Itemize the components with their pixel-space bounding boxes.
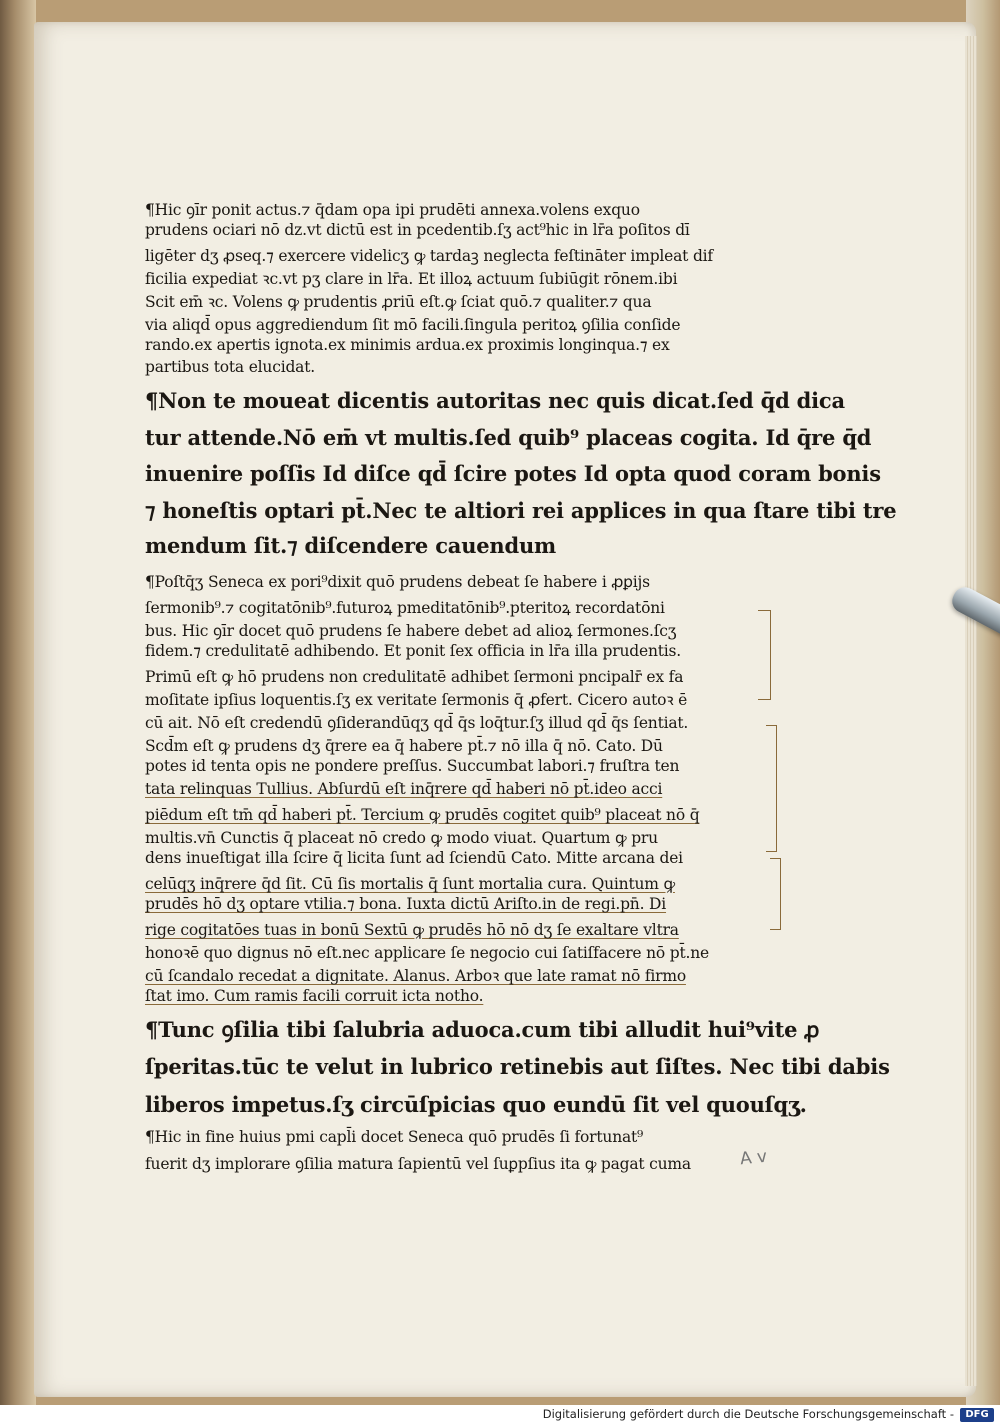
text-line: ¶Hic in fine huius pmi capl̄i docet Seneca quō prudēs ſi fortunat⁹ [145,1128,644,1146]
text-line: via aliqd̄ opus aggrediendum ſit mō facili.ſingula peritoꝝ ꝯſilia conſide [145,316,681,334]
book-spine-edge [0,0,36,1405]
text-line: fuerit dʒ implorare ꝯſilia matura ſapientū vel ſuꝑpſius ita ꝙ pagat cuma [145,1155,691,1173]
text-line: cū ait. Nō eſt credendū ꝯſiderandūqʒ qd̄ q̄s loq̄tur.ſʒ illud qd̄ q̄s ſentiat. [145,714,689,732]
text-line: potes id tenta opis ne pondere preſſus. Succumbat labori.⁊ fruſtra ten [145,757,680,775]
main-text-line: tur attende.Nō em̄ vt multis.ſed quib⁹ placeas cogita. Id q̄re q̄d [145,425,872,450]
text-line: ¶Poſtq̄ʒ Seneca ex pori⁹dixit quō prudens debeat ſe habere i ꝓꝑijs [145,573,650,591]
text-line: ¶Hic ꝯīr ponit actus.⁊ q̄dam opa ipi prudēti annexa.volens exquo [145,201,640,219]
text-line: multis.vn̄ Cunctis q̄ placeat nō credo ꝙ modo viuat. Quartum ꝙ pru [145,829,658,847]
text-line: ſermonib⁹.⁊ cogitatōnib⁹.futuroꝝ pmeditatōnib⁹.pteritoꝝ recordatōni [145,599,665,617]
text-line: piēdum eſt tm̄ qd̄ haberi pt̄. Tercium ꝙ prudēs cogitet quib⁹ placeat nō q̄ [145,806,700,824]
text-line: celūqʒ inq̄rere q̄d ſit. Cū ſis mortalis q̄ ſunt mortalia cura. Quintum ꝙ [145,875,675,893]
text-line: tata relinquas Tullius. Abſurdū eſt inq̄rere qd̄ haberi nō pt̄.ideo acci [145,780,663,798]
footer-credit: Digitalisierung gefördert durch die Deutsche Forschungsgemeinschaft - [542,1407,954,1421]
main-text-line: ¶Tunc ꝯſilia tibi ſalubria aduoca.cum tibi alludit hui⁹vite ꝓ [145,1017,820,1042]
text-line: dens inueſtigat illa ſcire q̄ licita ſunt ad ſciendū Cato. Mitte arcana dei [145,849,683,867]
text-line: Scit em̄ ꝛc. Volens ꝙ prudentis ꝓriū eſt.ꝙ ſciat quō.⁊ qualiter.⁊ qua [145,293,652,311]
margin-bracket-mark [766,725,777,852]
footer-bar [0,1405,1000,1425]
text-line: rige cogitatōes tuas in bonū Sextū ꝙ prudēs hō nō dʒ ſe exaltare vltra [145,921,679,939]
text-line: moſitate ipſius loquentis.ſʒ ex veritate ſermonis q̄ ꝓfert. Cicero autoꝛ ē [145,691,688,709]
text-line: prudēs hō dʒ optare vtilia.⁊ bona. Iuxta dictū Ariſto.in de regi.pn̄. Di [145,895,667,913]
text-line: fidem.⁊ credulitatē adhibendo. Et ponit ſex officia in lr̄a illa prudentis. [145,642,682,660]
text-line: honoꝛē quo dignus nō eſt.nec applicare ſe negocio cui ſatiſfacere nō pt̄.ne [145,944,709,962]
text-line: ficilia expediat ꝛc.vt pʒ clare in lr̄a. Et illoꝝ actuum ſubiūgit rōnem.ibi [145,270,678,288]
text-line: Scd̄m eſt ꝙ prudens dʒ q̄rere ea q̄ habere pt̄.⁊ nō illa q̄ nō. Cato. Dū [145,737,663,755]
text-line: ligēter dʒ ꝓseq.⁊ exercere videlicʒ ꝙ tardaꝫ neglecta feſtināter impleat dif [145,247,713,265]
text-line: prudens ociari nō dz.vt dictū est in pcedentib.ſʒ act⁹hic in lr̄a poſitos dī [145,221,690,239]
text-line: partibus tota elucidat. [145,358,315,376]
dfg-logo: DFG [960,1408,994,1422]
text-line: rando.ex apertis ignota.ex minimis ardua.ex proximis longinqua.⁊ ex [145,336,670,354]
text-line: Primū eſt ꝙ hō prudens non credulitatē adhibet ſermoni pncipalr̄ ex fa [145,668,684,686]
main-text-line: ſperitas.tūc te velut in lubrico retinebis aut ſiſtes. Nec tibi dabis [145,1054,890,1079]
page-stack-edge [965,36,977,1386]
pencil-annotation: A v [739,1146,769,1170]
text-line: ſtat imo. Cum ramis facili corruit icta notho. [145,987,484,1005]
main-text-line: ⁊ honeſtis optari pt̄.Nec te altiori rei applices in qua ſtare tibi tre [145,498,897,523]
main-text-line: inuenire poſſis Id diſce qd̄ ſcire potes Id opta quod coram bonis [145,461,881,486]
main-text-line: ¶Non te moueat dicentis autoritas nec quis dicat.ſed q̄d dica [145,388,845,413]
margin-bracket-mark [770,858,781,930]
text-line: bus. Hic ꝯīr docet quō prudens ſe habere debet ad alioꝝ ſermones.ſcʒ [145,622,677,640]
text-line: cū ſcandalo recedat a dignitate. Alanus. Arboꝛ que late ramat nō firmo [145,967,686,985]
main-text-line: liberos impetus.ſʒ circūſpicias quo eundū ſit vel quouſqʒ. [145,1092,807,1117]
margin-bracket-mark [758,610,771,700]
main-text-line: mendum ſit.⁊ diſcendere cauendum [145,533,557,558]
